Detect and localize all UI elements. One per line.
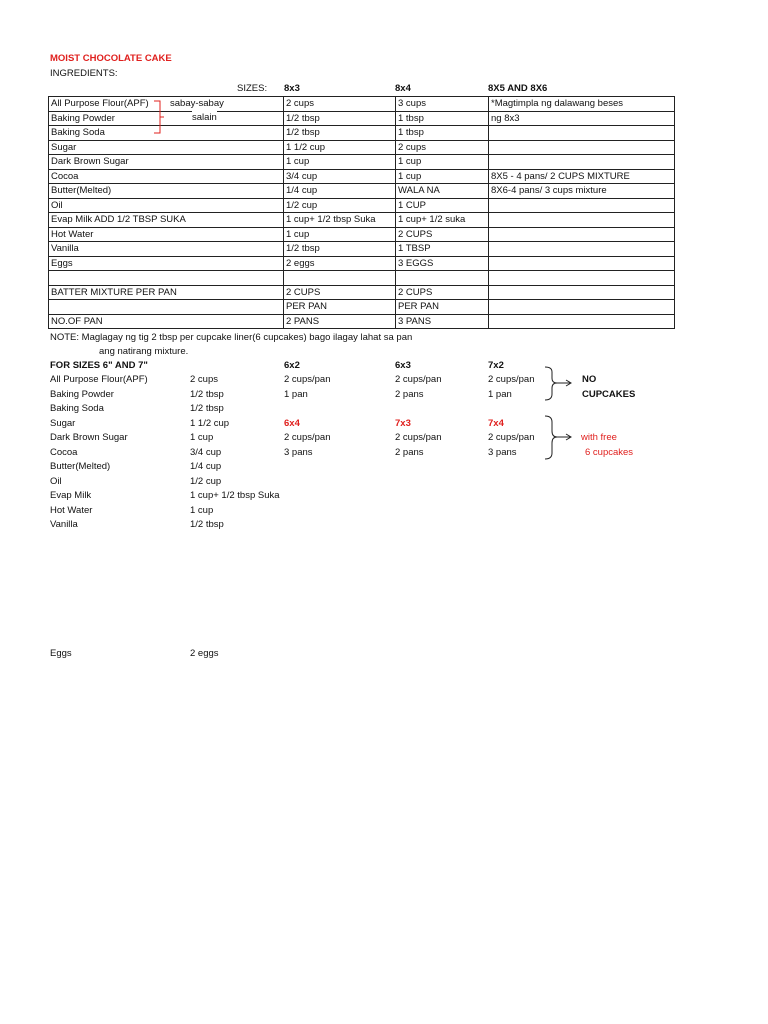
section2-item-value: 1 cup+ 1/2 tbsp Suka	[190, 490, 280, 501]
page-title: MOIST CHOCOLATE CAKE	[50, 53, 172, 64]
table-row	[49, 256, 675, 271]
section2-item-value: 1/4 cup	[190, 461, 222, 472]
table-row	[49, 300, 675, 315]
table-cell: 1/2 tbsp	[284, 242, 396, 257]
table-row	[49, 314, 675, 329]
table-row	[49, 285, 675, 300]
table-cell: 8X5 - 4 pans/ 2 CUPS MIXTURE	[489, 169, 675, 184]
table-cell: 1 CUP	[396, 198, 489, 213]
table-cell: All Purpose Flour(APF)	[49, 97, 284, 112]
section2-item-label: Butter(Melted)	[50, 461, 111, 472]
table-row	[49, 242, 675, 257]
table-row	[49, 155, 675, 170]
eggs-value: 2 eggs	[190, 648, 219, 659]
table-row	[49, 213, 675, 228]
section2-item-value: 1 cup	[190, 504, 214, 516]
table-cell: 2 eggs	[284, 256, 396, 271]
table-cell: 1/2 tbsp	[284, 126, 396, 141]
table-cell: NO.OF PAN	[49, 314, 284, 329]
table-cell: 3 EGGS	[396, 256, 489, 271]
table-cell: Hot Water	[49, 227, 284, 242]
group2-size-6x4: 6x4	[284, 418, 300, 429]
table-row	[49, 169, 675, 184]
table-cell: 2 CUPS	[396, 285, 489, 300]
group1-size-7x2: 7x2	[488, 360, 504, 371]
brace-icon	[544, 415, 574, 461]
table-cell: 1/2 tbsp	[284, 111, 396, 126]
note-line-1: NOTE: Maglagay ng tig 2 tbsp per cupcake liner(6 cupcakes) bago ilagay lahat sa pan	[50, 332, 413, 343]
section2-item-label: Sugar	[50, 417, 76, 429]
table-cell: 8X6-4 pans/ 3 cups mixture	[489, 184, 675, 199]
group1-pans-6x3: 2 pans	[395, 389, 424, 400]
group2-note-line-2: 6 cupcakes	[585, 447, 634, 458]
table-cell	[489, 227, 675, 242]
table-row	[49, 271, 675, 286]
table-cell: 1 cup	[396, 155, 489, 170]
size-header-8x5-8x6: 8X5 AND 8X6	[488, 83, 548, 94]
section2-item-label: Baking Powder	[50, 388, 114, 400]
brace-icon	[544, 366, 574, 402]
section2-item-label: Oil	[50, 475, 62, 487]
table-cell: PER PAN	[284, 300, 396, 315]
table-row	[49, 227, 675, 242]
group1-note-line-2: CUPCAKES	[582, 389, 636, 400]
table-row	[49, 184, 675, 199]
table-cell: *Magtimpla ng dalawang beses	[489, 97, 675, 112]
table-cell	[49, 271, 284, 286]
section2-item-value: 1 1/2 cup	[190, 417, 230, 429]
section2-item-label: Evap Milk	[50, 490, 92, 501]
red-bracket-icon	[152, 101, 166, 135]
table-cell: PER PAN	[396, 300, 489, 315]
group2-size-7x3: 7x3	[395, 418, 411, 429]
section2-item-label: Vanilla	[50, 519, 78, 530]
section2-item-value: 1/2 tbsp	[190, 388, 224, 400]
table-cell: Baking Powder	[49, 111, 284, 126]
table-cell: Vanilla	[49, 242, 284, 257]
section2-item-label: Baking Soda	[50, 403, 104, 414]
section2-item-value: 1/2 tbsp	[190, 519, 224, 530]
section2-item-label: All Purpose Flour(APF)	[50, 374, 148, 385]
section2-item-label: Cocoa	[50, 446, 78, 458]
group2-cups-6x4: 2 cups/pan	[284, 432, 331, 443]
section2-item-value: 1/2 tbsp	[190, 403, 224, 414]
table-row	[49, 126, 675, 141]
note-line-2: ang natirang mixture.	[99, 346, 189, 357]
group1-note-line-1: NO	[582, 374, 597, 385]
table-cell	[396, 271, 489, 286]
table-cell: 3/4 cup	[284, 169, 396, 184]
table-cell: 2 PANS	[284, 314, 396, 329]
table-cell: WALA NA	[396, 184, 489, 199]
table-cell	[489, 300, 675, 315]
table-cell	[489, 285, 675, 300]
table-cell: 1/2 cup	[284, 198, 396, 213]
table-row	[49, 111, 675, 126]
table-row	[49, 198, 675, 213]
table-row	[49, 97, 675, 112]
table-cell: Butter(Melted)	[49, 184, 284, 199]
group2-pans-7x4: 3 pans	[488, 447, 517, 458]
table-cell: Evap Milk ADD 1/2 TBSP SUKA	[49, 213, 284, 228]
table-cell: 2 CUPS	[396, 227, 489, 242]
table-cell	[489, 271, 675, 286]
group2-size-7x4: 7x4	[488, 418, 504, 429]
table-cell	[489, 256, 675, 271]
group2-cups-7x3: 2 cups/pan	[395, 432, 442, 443]
group1-size-6x2: 6x2	[284, 360, 300, 371]
table-cell	[489, 126, 675, 141]
group1-cups-6x2: 2 cups/pan	[284, 374, 331, 385]
group1-cups-7x2: 2 cups/pan	[488, 374, 535, 385]
section2-item-value: 1/2 cup	[190, 475, 222, 487]
table-cell: Oil	[49, 198, 284, 213]
group1-size-6x3: 6x3	[395, 360, 411, 371]
table-cell: Dark Brown Sugar	[49, 155, 284, 170]
group2-pans-7x3: 2 pans	[395, 447, 424, 458]
table-cell: 2 cups	[396, 140, 489, 155]
section2-title: FOR SIZES 6" AND 7"	[50, 360, 148, 371]
table-cell: Eggs	[49, 256, 284, 271]
sizes-label: SIZES:	[237, 83, 268, 94]
group2-pans-6x4: 3 pans	[284, 447, 313, 458]
table-cell	[489, 242, 675, 257]
size-header-8x4: 8x4	[395, 83, 411, 94]
table-cell	[284, 271, 396, 286]
table-cell	[489, 140, 675, 155]
table-row	[49, 140, 675, 155]
group1-pans-7x2: 1 pan	[488, 389, 512, 400]
table-cell: 1 cup+ 1/2 tbsp Suka	[284, 213, 396, 228]
table-cell: 1 tbsp	[396, 126, 489, 141]
table-cell: 1 1/2 cup	[284, 140, 396, 155]
table-cell	[49, 300, 284, 315]
table-cell: 1 cup	[396, 169, 489, 184]
table-cell	[489, 213, 675, 228]
table-cell: Sugar	[49, 140, 284, 155]
table-cell	[489, 314, 675, 329]
table-cell: Cocoa	[49, 169, 284, 184]
table-cell	[489, 198, 675, 213]
section2-item-value: 2 cups	[190, 374, 218, 385]
section2-item-value: 1 cup	[190, 432, 214, 443]
ingredients-table	[48, 96, 675, 329]
table-cell: 1/4 cup	[284, 184, 396, 199]
side-note-sift: salain	[192, 112, 217, 123]
table-cell: 1 cup+ 1/2 suka	[396, 213, 489, 228]
group2-note-line-1: with free	[581, 432, 617, 443]
table-cell: 1 cup	[284, 155, 396, 170]
eggs-label: Eggs	[50, 648, 72, 659]
table-cell: 1 tbsp	[396, 111, 489, 126]
table-cell	[489, 155, 675, 170]
table-cell: ng 8x3	[489, 111, 675, 126]
table-cell: 1 cup	[284, 227, 396, 242]
table-cell: 2 cups	[284, 97, 396, 112]
side-note-together: sabay-sabay	[170, 98, 224, 109]
ingredients-label: INGREDIENTS:	[50, 68, 118, 79]
group2-cups-7x4: 2 cups/pan	[488, 432, 535, 443]
table-cell: 3 cups	[396, 97, 489, 112]
section2-item-value: 3/4 cup	[190, 446, 222, 458]
table-cell: 1 TBSP	[396, 242, 489, 257]
group1-cups-6x3: 2 cups/pan	[395, 374, 442, 385]
size-header-8x3: 8x3	[284, 83, 300, 94]
table-cell: BATTER MIXTURE PER PAN	[49, 285, 284, 300]
table-cell: Baking Soda	[49, 126, 284, 141]
table-cell: 2 CUPS	[284, 285, 396, 300]
group1-pans-6x2: 1 pan	[284, 389, 308, 400]
section2-item-label: Dark Brown Sugar	[50, 432, 128, 443]
table-cell: 3 PANS	[396, 314, 489, 329]
section2-item-label: Hot Water	[50, 504, 93, 516]
